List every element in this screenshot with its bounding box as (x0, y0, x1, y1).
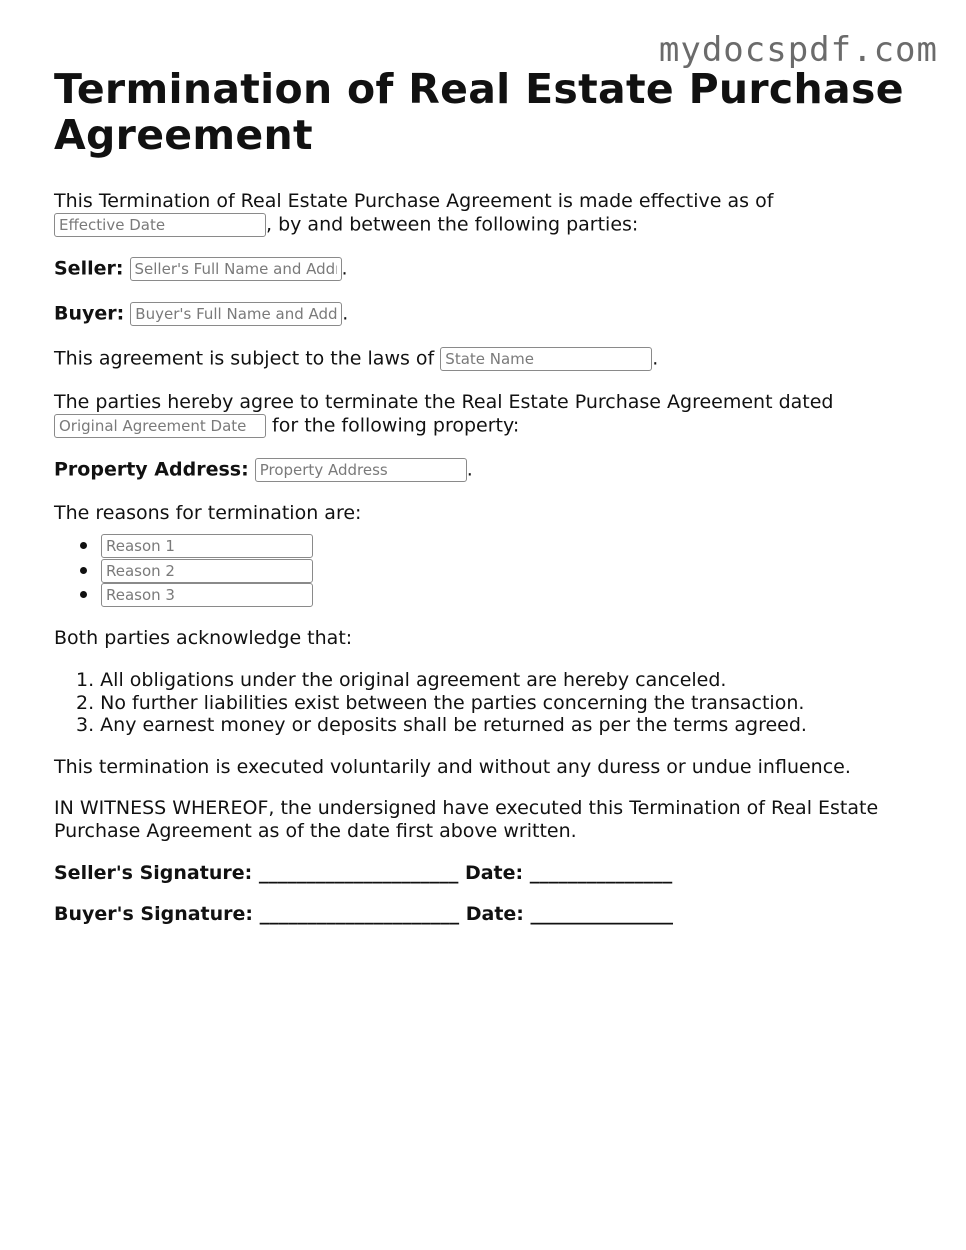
property-line (54, 458, 924, 482)
effective-date-input[interactable] (54, 213, 266, 237)
voluntary-statement: This termination is executed voluntarily and without any duress or undue influence. (54, 755, 851, 778)
list-item (54, 583, 924, 608)
list-item (54, 534, 924, 559)
property-suffix: . (466, 458, 473, 481)
reasons-list (54, 534, 924, 608)
seller-signature-line (54, 862, 924, 885)
document-title: Termination of Real Estate Purchase Agreement (54, 65, 904, 159)
buyer-input[interactable] (130, 302, 342, 326)
terminate-text: The parties hereby agree to terminate the Real Estate Purchase Agreement dated (54, 391, 834, 413)
seller-input[interactable] (130, 257, 342, 281)
acknowledgement-list (54, 669, 924, 737)
seller-signature-label: Seller's Signature: _____________________ (54, 861, 459, 884)
buyer-suffix: . (342, 302, 349, 325)
ack-heading: Both parties acknowledge that: (54, 627, 353, 650)
witness-statement: IN WITNESS WHEREOF, the undersigned have executed this Termination of Real Estate Purchase Agreement as of the date first above written. (54, 796, 879, 842)
buyer-signature-label: Buyer's Signature: _____________________ (54, 902, 460, 925)
list-item (54, 559, 924, 584)
property-address-input[interactable] (255, 458, 467, 482)
list-item: 1. All obligations under the original agreement are hereby canceled. (76, 669, 727, 692)
laws-line (54, 347, 924, 371)
bullet-icon (80, 591, 87, 598)
buyer-label: Buyer: (54, 302, 125, 325)
original-agreement-date-input[interactable] (54, 414, 266, 438)
reasons-heading: The reasons for termination are: (54, 502, 362, 524)
list-item: 2. No further liabilities exist between the parties concerning the transaction. (76, 691, 805, 714)
bullet-icon (80, 567, 87, 574)
bullet-icon (80, 542, 87, 549)
list-item: 3. Any earnest money or deposits shall be returned as per the terms agreed. (76, 714, 807, 737)
reason-1-input[interactable] (101, 534, 313, 558)
property-label: Property Address: (54, 458, 249, 481)
intro-text: This Termination of Real Estate Purchase Agreement is made effective as of (54, 190, 774, 212)
intro-paragraph (54, 190, 924, 237)
watermark: mydocspdf.com (658, 30, 938, 70)
state-name-input[interactable] (440, 347, 652, 371)
seller-suffix: . (341, 257, 348, 280)
seller-signature-date: Date: _______________ (464, 861, 673, 884)
terminate-text-after: for the following property: (272, 414, 520, 437)
laws-suffix: . (652, 347, 659, 370)
buyer-line (54, 302, 924, 326)
document (54, 66, 924, 926)
reason-3-input[interactable] (101, 583, 313, 607)
seller-line (54, 257, 924, 281)
terminate-paragraph (54, 391, 924, 438)
buyer-signature-date: Date: _______________ (465, 902, 674, 925)
laws-text: This agreement is subject to the laws of (54, 347, 435, 370)
intro-text-after: , by and between the following parties: (266, 213, 639, 236)
reason-2-input[interactable] (101, 559, 313, 583)
seller-label: Seller: (54, 257, 124, 280)
buyer-signature-line (54, 903, 924, 926)
